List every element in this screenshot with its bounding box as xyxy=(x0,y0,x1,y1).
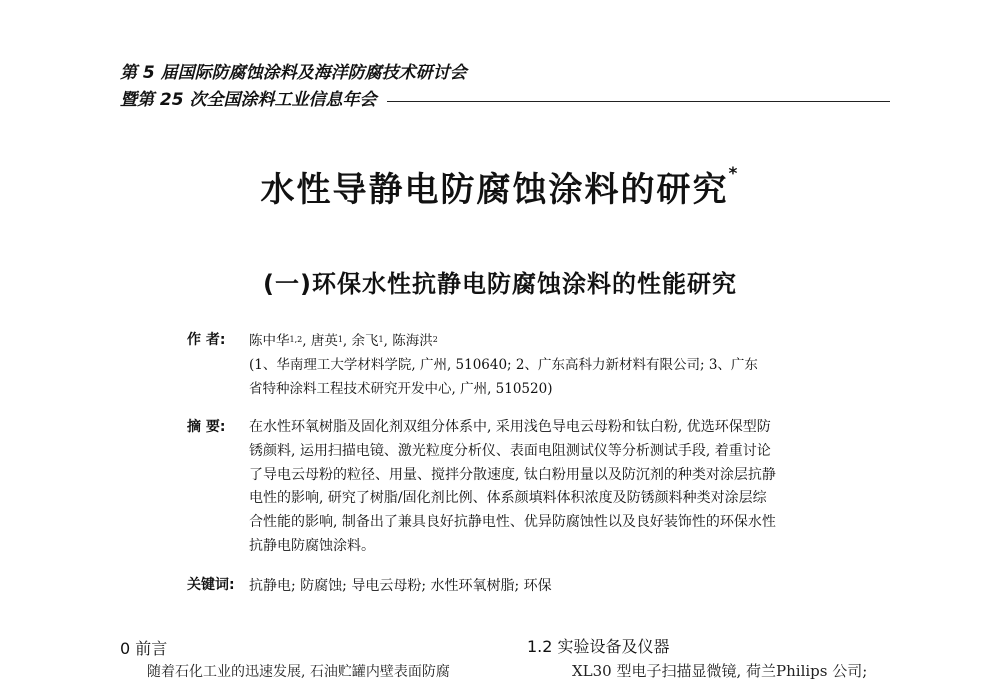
author-separator: , xyxy=(302,333,311,349)
abstract-line: 在水性环氧树脂及固化剂双组分体系中, 采用浅色导电云母粉和钛白粉, 优选环保型防 xyxy=(249,419,771,435)
author-affiliation-mark: 1 xyxy=(378,335,384,344)
keywords-text: 抗静电; 防腐蚀; 导电云母粉; 水性环氧树脂; 环保 xyxy=(249,578,552,594)
author-list xyxy=(249,329,837,353)
paper-title xyxy=(0,162,1000,211)
author-affiliation-mark: 1 xyxy=(337,335,343,344)
keywords-block xyxy=(187,574,837,598)
section-heading-equipment: 1.2 实验设备及仪器 xyxy=(527,637,670,656)
abstract-block xyxy=(187,416,837,559)
author-affiliation-mark: 1,2 xyxy=(289,335,303,344)
title-footnote-mark: * xyxy=(728,164,740,184)
conference-header-line-1: 第 5 届国际防腐蚀涂料及海洋防腐技术研讨会 xyxy=(120,63,467,83)
author-name: 余飞 xyxy=(351,333,379,349)
affiliation-line-1: (1、华南理工大学材料学院, 广州, 510640; 2、广东高科力新材料有限公司; 3、广东 xyxy=(249,357,758,373)
author-name: 陈中华 xyxy=(249,333,290,349)
abstract-line: 电性的影响, 研究了树脂/固化剂比例、体系颜填料体积浓度及防锈颜料种类对涂层综 xyxy=(249,490,767,507)
conference-header-line-2-row xyxy=(120,87,890,114)
introduction-text-partial: 随着石化工业的迅速发展, 石油贮罐内壁表面防腐 xyxy=(147,664,450,680)
abstract-line: 抗静电防腐蚀涂料。 xyxy=(249,537,375,554)
author-name: 陈海洪 xyxy=(392,333,433,349)
paper-title-text: 水性导静电防腐蚀涂料的研究 xyxy=(260,170,729,210)
abstract-line: 合性能的影响, 制备出了兼具良好抗静电性、优异防腐蚀性以及良好装饰性的环保水性 xyxy=(249,514,776,531)
abstract-body xyxy=(249,416,837,559)
conference-header xyxy=(120,60,890,114)
header-rule-divider xyxy=(387,101,891,102)
equipment-text-partial: XL30 型电子扫描显微镜, 荷兰Philips 公司; xyxy=(572,662,868,680)
keywords-label: 关键词: xyxy=(187,577,235,593)
authors-block xyxy=(187,329,837,401)
abstract-label: 摘 要: xyxy=(187,419,226,435)
author-separator: , xyxy=(342,333,352,349)
authors-label: 作 者: xyxy=(187,332,226,348)
authors-body xyxy=(249,329,837,401)
paper-subtitle: (一)环保水性抗静电防腐蚀涂料的性能研究 xyxy=(263,270,737,298)
conference-header-line-2: 暨第 25 次全国涂料工业信息年会 xyxy=(120,90,377,110)
section-heading-introduction: 0 前言 xyxy=(120,639,168,658)
author-separator: , xyxy=(383,333,393,349)
author-affiliation-mark: 2 xyxy=(432,335,438,344)
affiliation-line-2: 省特种涂料工程技术研究开发中心, 广州, 510520) xyxy=(249,381,553,397)
abstract-line: 锈颜料, 运用扫描电镜、激光粒度分析仪、表面电阻测试仪等分析测试手段, 着重讨论 xyxy=(249,442,771,459)
abstract-line: 了导电云母粉的粒径、用量、搅拌分散速度, 钛白粉用量以及防沉剂的种类对涂层抗静 xyxy=(249,466,776,483)
author-name: 唐英 xyxy=(310,333,338,349)
